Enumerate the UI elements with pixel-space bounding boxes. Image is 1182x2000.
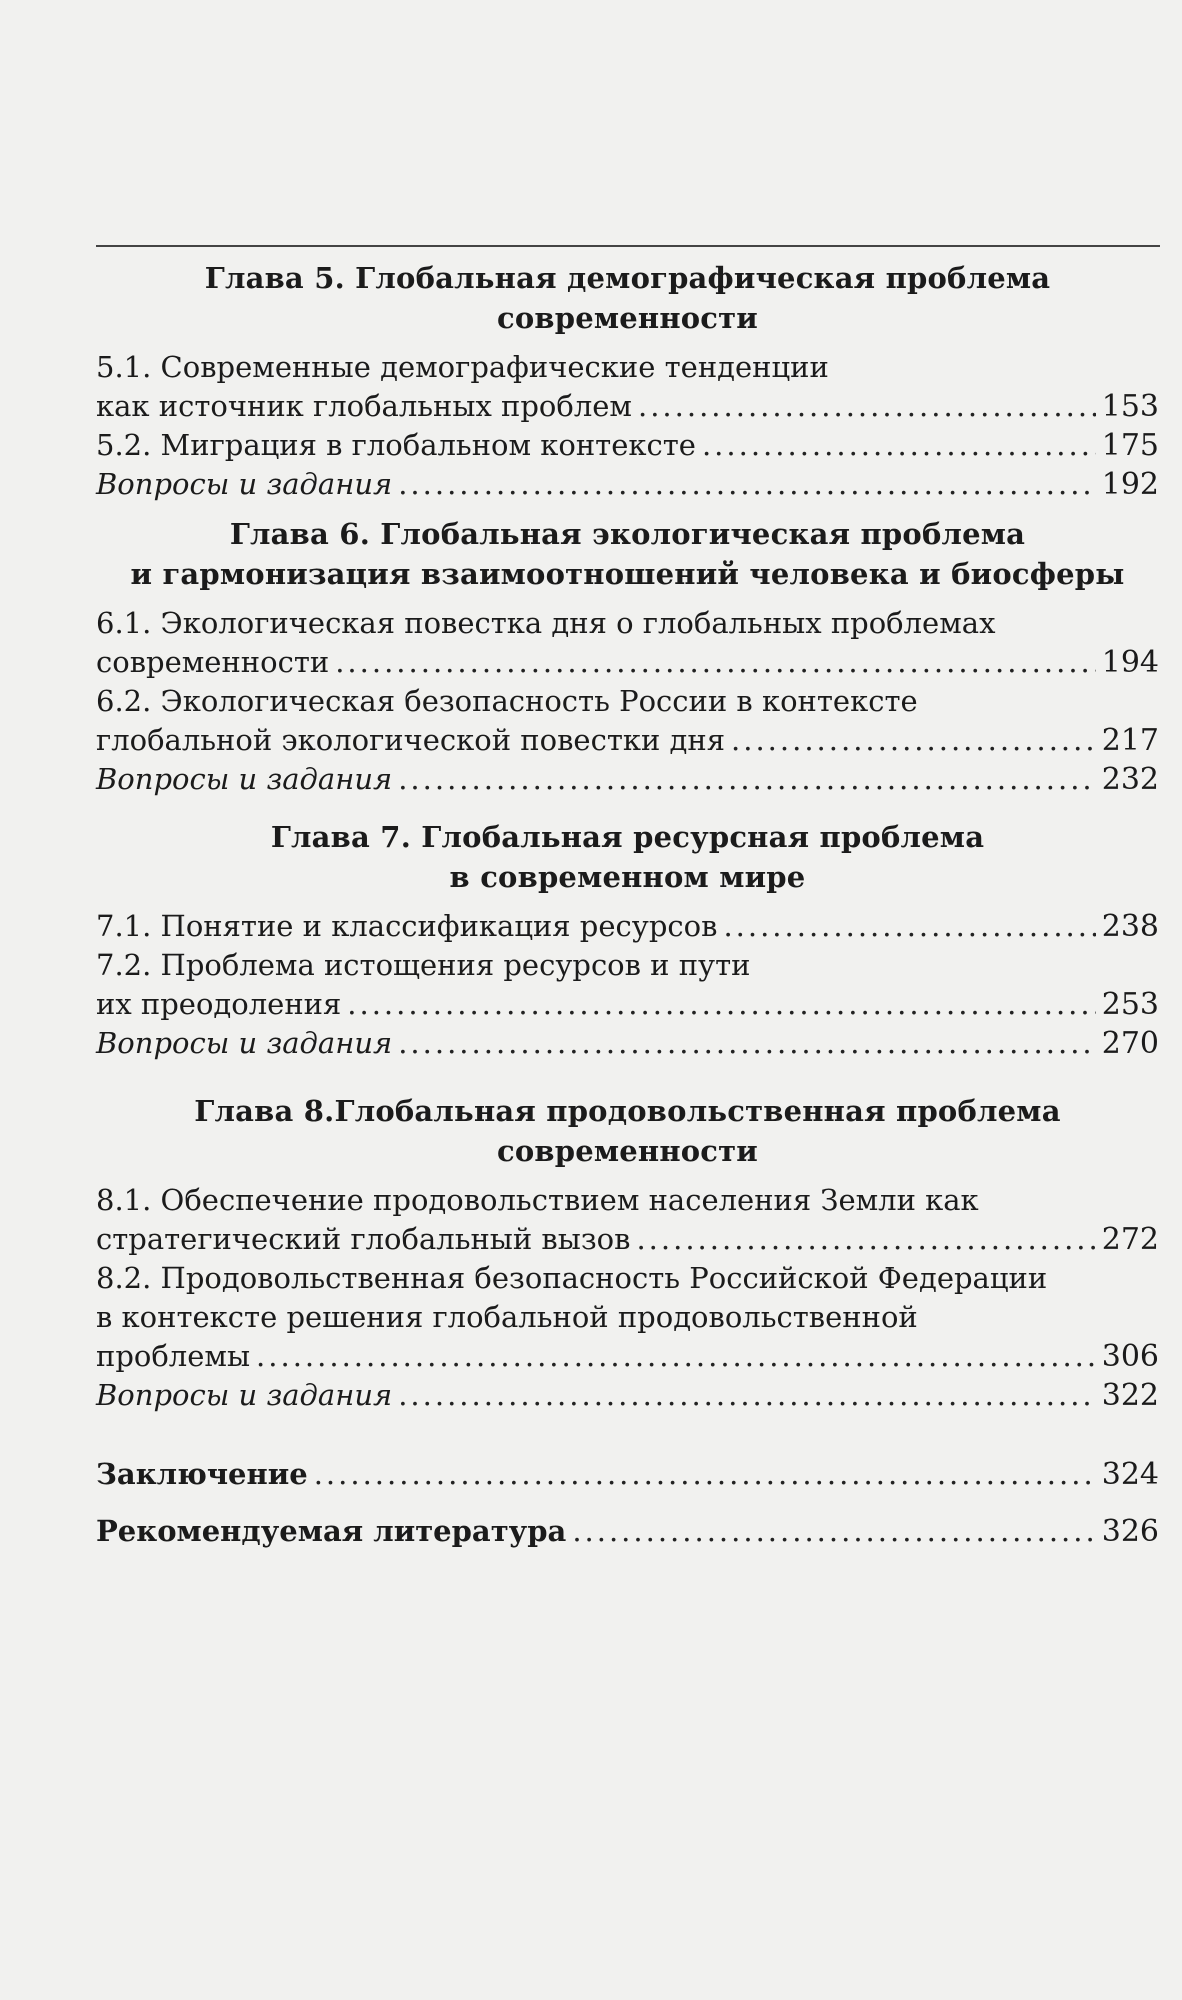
chapter-title-line: Глава 5. Глобальная демографическая проблема <box>204 261 1051 295</box>
page-number: 324 <box>1101 1457 1159 1492</box>
toc-entry-5-1[interactable] <box>96 348 1159 426</box>
chapter-title <box>96 1091 1159 1171</box>
entry-text-line: 5.1. Современные демографические тенденции <box>96 350 829 384</box>
entry-label: 7.1. Понятие и классификация ресурсов <box>96 909 718 943</box>
page-number: 217 <box>1101 723 1159 758</box>
page-number: 232 <box>1101 762 1159 797</box>
toc-entry-5-2[interactable] <box>96 426 1159 465</box>
dot-leader <box>398 1376 1096 1415</box>
toc-entry-questions-8[interactable] <box>96 1376 1159 1415</box>
entry-label: Рекомендуемая литература <box>96 1514 567 1548</box>
entry-label: как источник глобальных проблем <box>96 389 632 423</box>
entry-text-line: 6.1. Экологическая повестка дня о глобальных проблемах <box>96 606 996 640</box>
page-number: 238 <box>1101 909 1159 944</box>
dot-leader <box>398 1024 1096 1063</box>
dot-leader <box>638 387 1096 426</box>
chapter-7 <box>96 817 1159 1063</box>
table-of-contents <box>96 258 1159 1557</box>
back-matter <box>96 1443 1159 1557</box>
dot-leader <box>314 1443 1096 1505</box>
chapter-6 <box>96 514 1159 799</box>
entry-label: Вопросы и задания <box>96 1378 393 1412</box>
toc-entry-questions-7[interactable] <box>96 1024 1159 1063</box>
toc-entry-6-2[interactable] <box>96 682 1159 760</box>
toc-entry-conclusion[interactable] <box>96 1443 1159 1506</box>
entry-text-line: 8.1. Обеспечение продовольствием населения Земли как <box>96 1183 979 1217</box>
dot-leader <box>398 465 1096 504</box>
chapter-title <box>96 514 1159 594</box>
page-number: 175 <box>1101 428 1159 463</box>
page-number: 194 <box>1101 645 1159 680</box>
dot-leader <box>398 760 1096 799</box>
entry-label: Заключение <box>96 1457 308 1491</box>
dot-leader <box>347 985 1095 1024</box>
chapter-title-line: в современном мире <box>449 860 806 894</box>
dot-leader <box>572 1506 1095 1556</box>
page-number: 322 <box>1101 1378 1159 1413</box>
page-number: 306 <box>1101 1339 1159 1374</box>
chapter-title-line: Глава 6. Глобальная экологическая проблема <box>229 517 1026 551</box>
chapter-title-line: современности <box>496 1134 759 1168</box>
dot-leader <box>723 907 1095 946</box>
toc-entry-6-1[interactable] <box>96 604 1159 682</box>
entry-label: глобальной экологической повестки дня <box>96 723 726 757</box>
chapter-title <box>96 817 1159 897</box>
toc-entry-7-2[interactable] <box>96 946 1159 1024</box>
entry-label: их преодоления <box>96 987 342 1021</box>
page-number: 253 <box>1101 987 1159 1022</box>
dot-leader <box>731 721 1096 760</box>
dot-leader <box>335 643 1096 682</box>
chapter-title-line: и гармонизация взаимоотношений человека и биосферы <box>130 557 1125 591</box>
chapter-8 <box>96 1091 1159 1415</box>
page-number: 153 <box>1101 389 1159 424</box>
entry-label: Вопросы и задания <box>96 762 393 796</box>
entry-label: современности <box>96 645 330 679</box>
toc-entry-questions-6[interactable] <box>96 760 1159 799</box>
dot-leader <box>636 1220 1095 1259</box>
toc-entry-8-2[interactable] <box>96 1259 1159 1376</box>
chapter-title-line: современности <box>496 301 759 335</box>
entry-text-line: в контексте решения глобальной продовольственной <box>96 1300 918 1334</box>
toc-entry-questions-5[interactable] <box>96 465 1159 504</box>
page-number: 272 <box>1101 1222 1159 1257</box>
chapter-title-line: Глава 8.Глобальная продовольственная проблема <box>194 1094 1061 1128</box>
page-number: 326 <box>1101 1514 1159 1549</box>
entry-label: проблемы <box>96 1339 251 1373</box>
entry-text-line: 7.2. Проблема истощения ресурсов и пути <box>96 948 751 982</box>
entry-text-line: 8.2. Продовольственная безопасность Российской Федерации <box>96 1261 1048 1295</box>
page-number: 270 <box>1101 1026 1159 1061</box>
toc-entry-7-1[interactable] <box>96 907 1159 946</box>
chapter-title-line: Глава 7. Глобальная ресурсная проблема <box>270 820 985 854</box>
entry-text-line: 6.2. Экологическая безопасность России в контексте <box>96 684 918 718</box>
toc-entry-8-1[interactable] <box>96 1181 1159 1259</box>
dot-leader <box>256 1337 1096 1376</box>
entry-label: Вопросы и задания <box>96 467 393 501</box>
entry-label: Вопросы и задания <box>96 1026 393 1060</box>
top-rule <box>96 245 1160 247</box>
chapter-5 <box>96 258 1159 504</box>
dot-leader <box>702 426 1096 465</box>
entry-label: стратегический глобальный вызов <box>96 1222 631 1256</box>
chapter-title <box>96 258 1159 338</box>
toc-entry-references[interactable] <box>96 1506 1159 1557</box>
entry-label: 5.2. Миграция в глобальном контексте <box>96 428 696 462</box>
page-number: 192 <box>1101 467 1159 502</box>
